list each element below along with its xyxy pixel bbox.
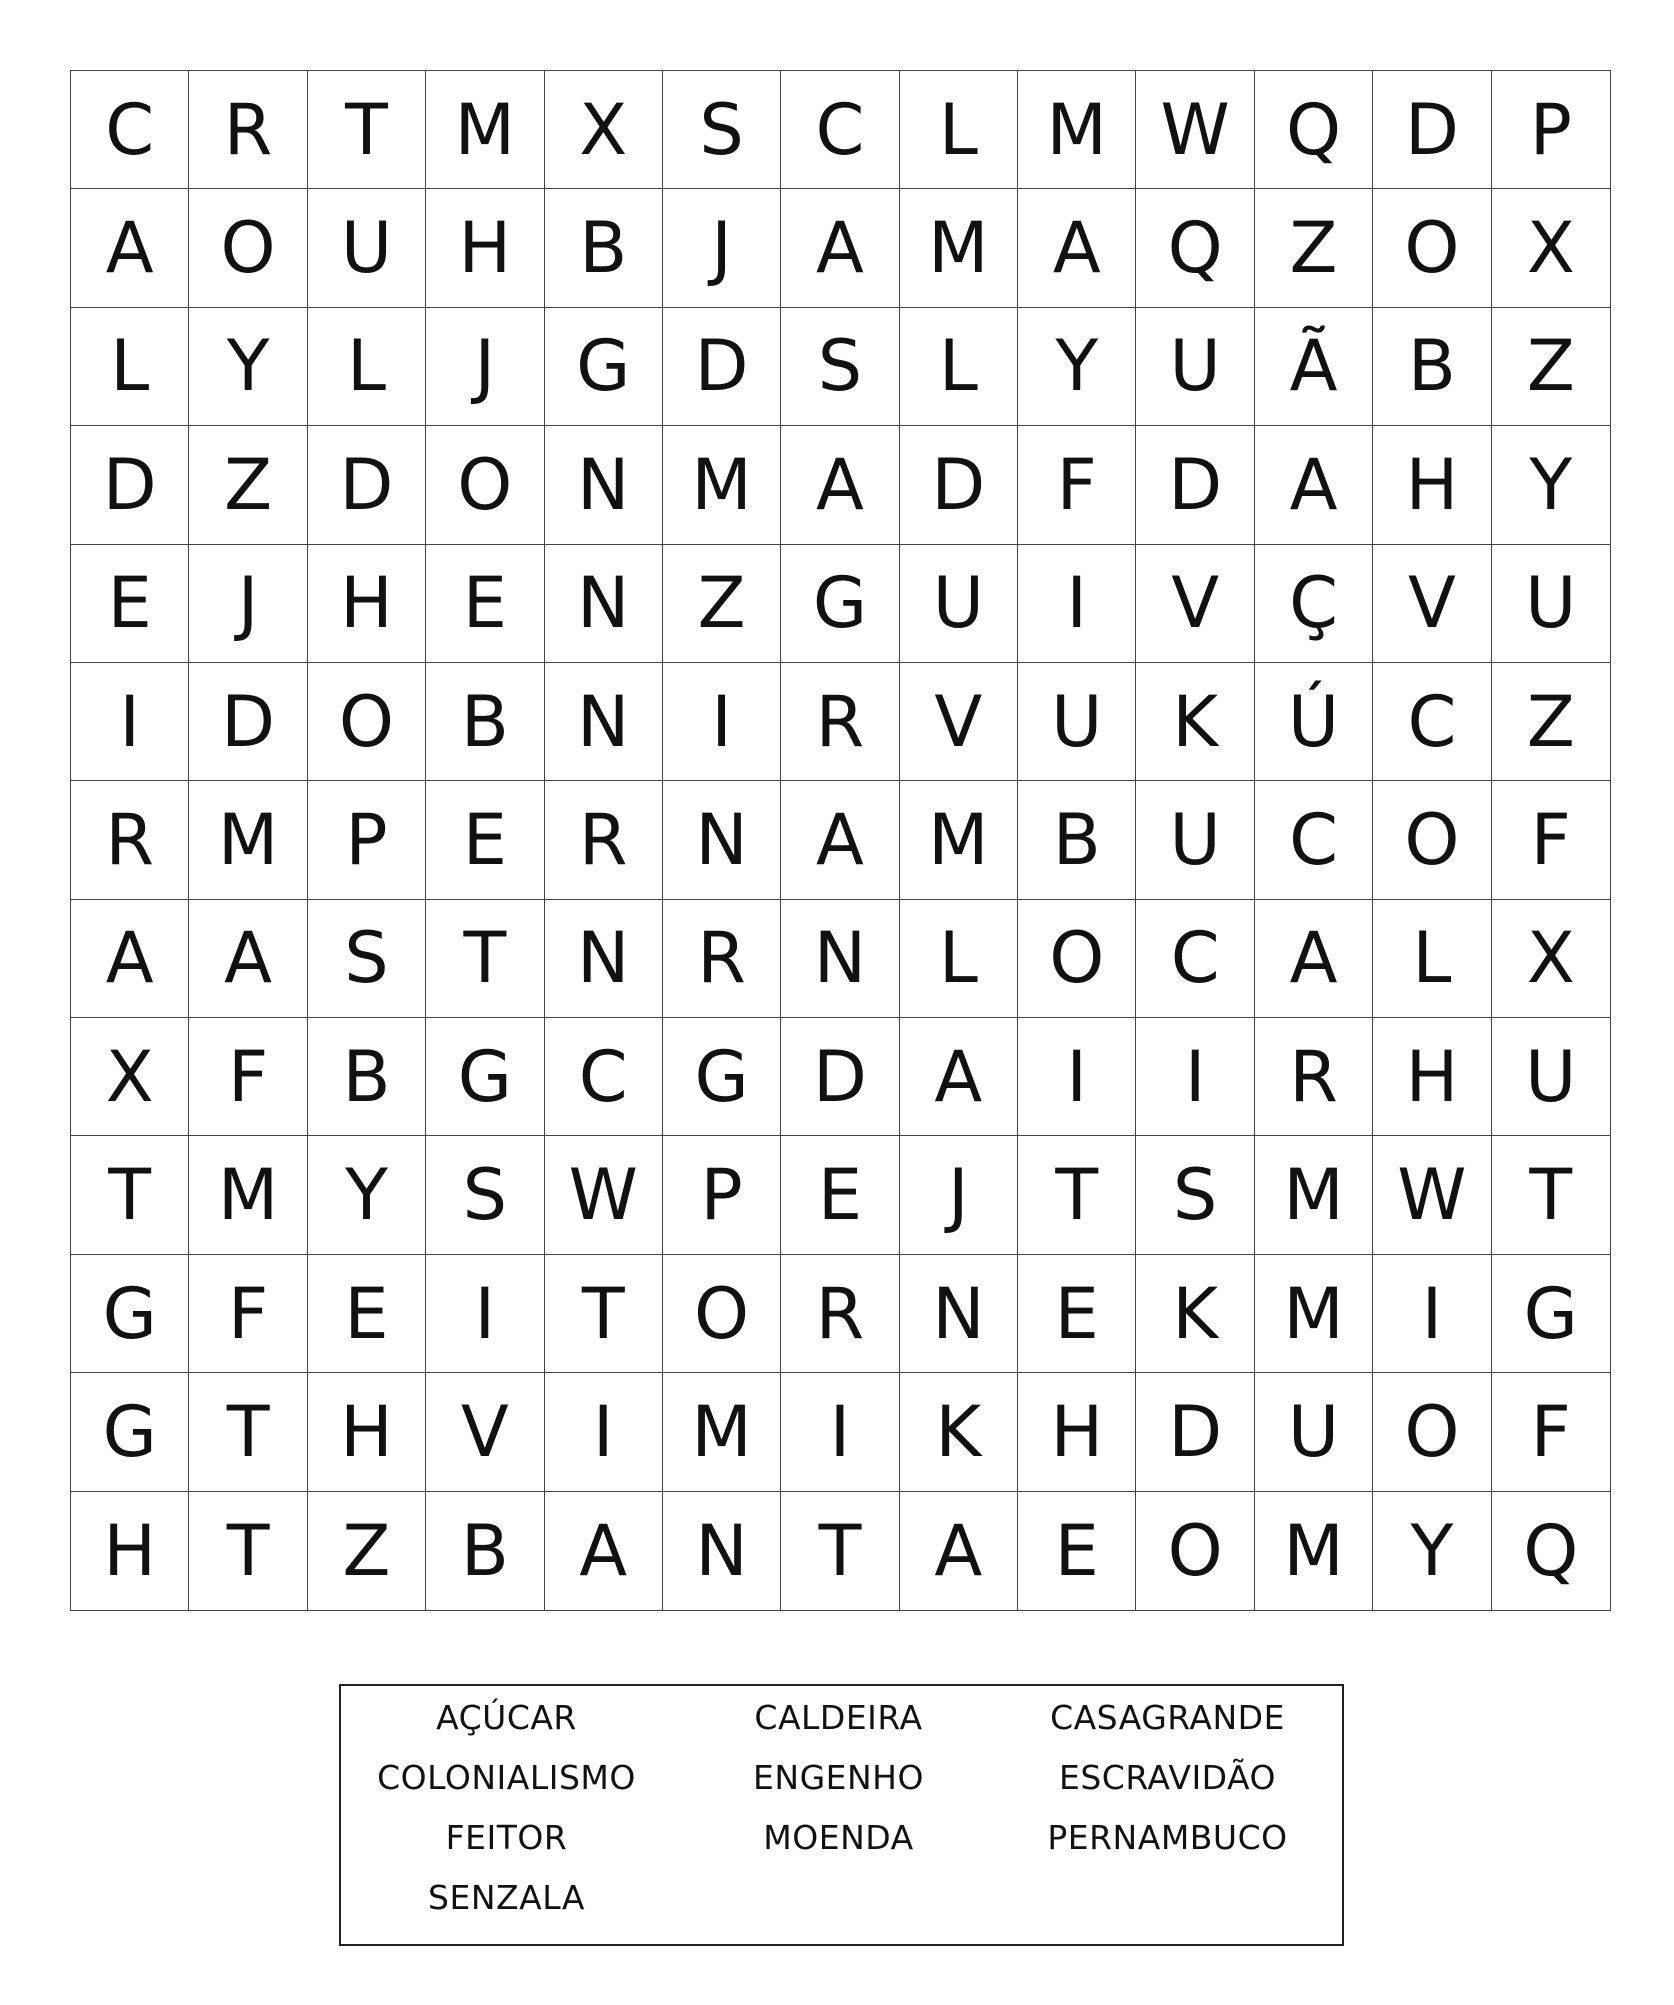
grid-cell-r8-c5[interactable]: N	[545, 900, 663, 1018]
grid-cell-r4-c13[interactable]: Y	[1492, 426, 1610, 544]
grid-cell-r11-c9[interactable]: E	[1018, 1255, 1136, 1373]
grid-cell-r4-c4[interactable]: O	[426, 426, 544, 544]
grid-cell-r2-c5[interactable]: B	[545, 189, 663, 307]
grid-cell-r10-c4[interactable]: S	[426, 1136, 544, 1254]
grid-cell-r12-c3[interactable]: H	[308, 1373, 426, 1491]
word-list-box	[339, 1684, 1344, 1946]
grid-cell-r12-c9[interactable]: H	[1018, 1373, 1136, 1491]
grid-cell-r4-c8[interactable]: D	[900, 426, 1018, 544]
grid-cell-r12-c4[interactable]: V	[426, 1373, 544, 1491]
grid-cell-r8-c11[interactable]: A	[1255, 900, 1373, 1018]
grid-cell-r10-c9[interactable]: T	[1018, 1136, 1136, 1254]
grid-cell-r5-c6[interactable]: Z	[663, 545, 781, 663]
grid-cell-r4-c2[interactable]: Z	[189, 426, 307, 544]
grid-cell-r13-c9[interactable]: E	[1018, 1492, 1136, 1610]
grid-cell-r13-c7[interactable]: T	[781, 1492, 899, 1610]
grid-cell-r12-c7[interactable]: I	[781, 1373, 899, 1491]
grid-cell-r4-c10[interactable]: D	[1136, 426, 1254, 544]
grid-cell-r9-c5[interactable]: C	[545, 1018, 663, 1136]
grid-cell-r6-c5[interactable]: N	[545, 663, 663, 781]
grid-cell-r6-c11[interactable]: Ú	[1255, 663, 1373, 781]
grid-cell-r12-c8[interactable]: K	[900, 1373, 1018, 1491]
grid-cell-r4-c1[interactable]: D	[71, 426, 189, 544]
word-list-item: PERNAMBUCO	[1047, 1818, 1288, 1857]
grid-cell-r4-c6[interactable]: M	[663, 426, 781, 544]
grid-cell-r9-c1[interactable]: X	[71, 1018, 189, 1136]
grid-cell-r9-c3[interactable]: B	[308, 1018, 426, 1136]
grid-cell-r10-c8[interactable]: J	[900, 1136, 1018, 1254]
grid-cell-r10-c6[interactable]: P	[663, 1136, 781, 1254]
grid-cell-r8-c2[interactable]: A	[189, 900, 307, 1018]
grid-cell-r12-c13[interactable]: F	[1492, 1373, 1610, 1491]
grid-cell-r13-c10[interactable]: O	[1136, 1492, 1254, 1610]
grid-cell-r10-c1[interactable]: T	[71, 1136, 189, 1254]
grid-cell-r12-c12[interactable]: O	[1373, 1373, 1491, 1491]
grid-cell-r13-c13[interactable]: Q	[1523, 1509, 1579, 1592]
word-list-item: CALDEIRA	[754, 1698, 923, 1737]
grid-cell-r6-c10[interactable]: K	[1136, 663, 1254, 781]
grid-cell-r10-c13[interactable]: T	[1492, 1136, 1610, 1254]
word-list-item: AÇÚCAR	[436, 1698, 577, 1737]
grid-cell-r12-c2[interactable]: T	[189, 1373, 307, 1491]
grid-cell-r1-c7[interactable]: C	[781, 71, 899, 189]
grid-cell-r11-c2[interactable]: F	[189, 1255, 307, 1373]
grid-cell-r6-c2[interactable]: D	[189, 663, 307, 781]
word-list-item: ENGENHO	[753, 1758, 924, 1797]
grid-cell-r1-c8[interactable]: L	[900, 71, 1018, 189]
grid-cell-r5-c13[interactable]: U	[1492, 545, 1610, 663]
word-list-item: COLONIALISMO	[377, 1758, 636, 1797]
grid-cell-r6-c3[interactable]: O	[308, 663, 426, 781]
grid-cell-r13-c11[interactable]: M	[1255, 1492, 1373, 1610]
grid-cell-r2-c10[interactable]: Q	[1136, 189, 1254, 307]
grid-cell-r8-c13[interactable]: X	[1492, 900, 1610, 1018]
grid-cell-r13-c8[interactable]: A	[900, 1492, 1018, 1610]
grid-cell-r13-c4[interactable]: B	[426, 1492, 544, 1610]
grid-cell-r1-c4[interactable]: M	[426, 71, 544, 189]
grid-cell-r11-c1[interactable]: G	[71, 1255, 189, 1373]
grid-cell-r5-c11[interactable]: Ç	[1255, 545, 1373, 663]
grid-cell-r3-c7[interactable]: S	[781, 308, 899, 426]
grid-cell-r7-c8[interactable]: M	[900, 781, 1018, 899]
grid-cell-r6-c7[interactable]: R	[781, 663, 899, 781]
grid-cell-r6-c6[interactable]: I	[663, 663, 781, 781]
grid-cell-r6-c9[interactable]: U	[1018, 663, 1136, 781]
grid-cell-r9-c9[interactable]: I	[1018, 1018, 1136, 1136]
grid-cell-r5-c4[interactable]: E	[426, 545, 544, 663]
grid-cell-r11-c12[interactable]: I	[1373, 1255, 1491, 1373]
grid-cell-r4-c5[interactable]: N	[545, 426, 663, 544]
grid-cell-r2-c8[interactable]: M	[900, 189, 1018, 307]
grid-cell-r1-c12[interactable]: D	[1373, 71, 1491, 189]
grid-cell-r8-c4[interactable]: T	[426, 900, 544, 1018]
grid-cell-r3-c11[interactable]: Ã	[1255, 308, 1373, 426]
grid-cell-r6-c8[interactable]: V	[900, 663, 1018, 781]
grid-cell-r9-c10[interactable]: I	[1136, 1018, 1254, 1136]
grid-cell-r10-c10[interactable]: S	[1136, 1136, 1254, 1254]
grid-cell-r1-c10[interactable]: W	[1136, 71, 1254, 189]
word-search-grid	[70, 70, 1611, 1611]
grid-cell-r5-c5[interactable]: N	[545, 545, 663, 663]
grid-cell-r8-c12[interactable]: L	[1373, 900, 1491, 1018]
grid-cell-r9-c12[interactable]: H	[1373, 1018, 1491, 1136]
grid-cell-r3-c4[interactable]: J	[426, 308, 544, 426]
grid-cell-r7-c12[interactable]: O	[1373, 781, 1491, 899]
grid-cell-r12-c1[interactable]: G	[71, 1373, 189, 1491]
word-list-item: MOENDA	[763, 1818, 914, 1857]
grid-cell-r1-c13[interactable]: P	[1492, 71, 1610, 189]
grid-cell-r5-c7[interactable]: G	[781, 545, 899, 663]
grid-cell-r4-c9[interactable]: F	[1018, 426, 1136, 544]
grid-cell-r12-c5[interactable]: I	[545, 1373, 663, 1491]
grid-cell-r10-c5[interactable]: W	[545, 1136, 663, 1254]
grid-cell-r7-c11[interactable]: C	[1255, 781, 1373, 899]
grid-cell-r5-c9[interactable]: I	[1018, 545, 1136, 663]
grid-cell-r2-c1[interactable]: A	[71, 189, 189, 307]
grid-cell-r7-c4[interactable]: E	[426, 781, 544, 899]
grid-cell-r3-c1[interactable]: L	[71, 308, 189, 426]
grid-cell-r9-c4[interactable]: G	[426, 1018, 544, 1136]
grid-cell-r11-c5[interactable]: T	[545, 1255, 663, 1373]
grid-cell-r5-c3[interactable]: H	[308, 545, 426, 663]
grid-cell-r3-c2[interactable]: Y	[189, 308, 307, 426]
grid-cell-r11-c4[interactable]: I	[426, 1255, 544, 1373]
grid-cell-r6-c4[interactable]: B	[426, 663, 544, 781]
grid-cell-r7-c5[interactable]: R	[545, 781, 663, 899]
word-list-item: FEITOR	[445, 1818, 568, 1857]
grid-cell-r8-c7[interactable]: N	[781, 900, 899, 1018]
grid-cell-r10-c2[interactable]: M	[189, 1136, 307, 1254]
grid-cell-r4-c11[interactable]: A	[1255, 426, 1373, 544]
grid-cell-r7-c10[interactable]: U	[1136, 781, 1254, 899]
grid-cell-r11-c11[interactable]: M	[1255, 1255, 1373, 1373]
grid-cell-r1-c6[interactable]: S	[663, 71, 781, 189]
grid-cell-r3-c12[interactable]: B	[1373, 308, 1491, 426]
word-list-item: SENZALA	[428, 1878, 585, 1917]
word-list-item: CASAGRANDE	[1050, 1698, 1285, 1737]
grid-cell-r6-c1[interactable]: I	[71, 663, 189, 781]
grid-cell-r6-c12[interactable]: C	[1373, 663, 1491, 781]
grid-cell-r7-c9[interactable]: B	[1018, 781, 1136, 899]
grid-cell-r1-c5[interactable]: X	[545, 71, 663, 189]
grid-cell-r3-c13[interactable]: Z	[1492, 308, 1610, 426]
grid-cell-r11-c3[interactable]: E	[308, 1255, 426, 1373]
grid-cell-r8-c8[interactable]: L	[900, 900, 1018, 1018]
grid-cell-r2-c2[interactable]: O	[189, 189, 307, 307]
grid-cell-r5-c8[interactable]: U	[900, 545, 1018, 663]
grid-cell-r10-c3[interactable]: Y	[308, 1136, 426, 1254]
grid-cell-r11-c8[interactable]: N	[900, 1255, 1018, 1373]
grid-cell-r2-c4[interactable]: H	[426, 189, 544, 307]
grid-cell-r2-c3[interactable]: U	[308, 189, 426, 307]
grid-cell-r11-c6[interactable]: O	[663, 1255, 781, 1373]
grid-cell-r3-c8[interactable]: L	[900, 308, 1018, 426]
grid-cell-r10-c11[interactable]: M	[1255, 1136, 1373, 1254]
grid-cell-r4-c12[interactable]: H	[1373, 426, 1491, 544]
grid-cell-r5-c12[interactable]: V	[1373, 545, 1491, 663]
grid-cell-r1-c2[interactable]: R	[189, 71, 307, 189]
grid-cell-r7-c2[interactable]: M	[189, 781, 307, 899]
grid-cell-r3-c5[interactable]: G	[545, 308, 663, 426]
grid-cell-r9-c13[interactable]: U	[1492, 1018, 1610, 1136]
grid-cell-r13-c6[interactable]: N	[663, 1492, 781, 1610]
grid-cell-r8-c3[interactable]: S	[308, 900, 426, 1018]
grid-cell-r2-c12[interactable]: O	[1373, 189, 1491, 307]
grid-cell-r11-c10[interactable]: K	[1136, 1255, 1254, 1373]
grid-cell-r5-c2[interactable]: J	[189, 545, 307, 663]
grid-cell-r2-c7[interactable]: A	[781, 189, 899, 307]
grid-cell-r9-c6[interactable]: G	[663, 1018, 781, 1136]
grid-cell-r7-c3[interactable]: P	[308, 781, 426, 899]
grid-cell-r13-c3[interactable]: Z	[308, 1492, 426, 1610]
grid-cell-r9-c7[interactable]: D	[781, 1018, 899, 1136]
grid-cell-r6-c13[interactable]: Z	[1492, 663, 1610, 781]
grid-cell-r5-c1[interactable]: E	[71, 545, 189, 663]
word-list-item: ESCRAVIDÃO	[1058, 1758, 1276, 1797]
grid-cell-r8-c10[interactable]: C	[1136, 900, 1254, 1018]
grid-cell-r7-c1[interactable]: R	[71, 781, 189, 899]
grid-cell-r3-c3[interactable]: L	[308, 308, 426, 426]
grid-cell-r13-c12[interactable]: Y	[1373, 1492, 1491, 1610]
grid-cell-r1-c1[interactable]: C	[71, 71, 189, 189]
grid-cell-r7-c13[interactable]: F	[1492, 781, 1610, 899]
grid-cell-r12-c10[interactable]: D	[1136, 1373, 1254, 1491]
grid-cell-r13-c5[interactable]: A	[545, 1492, 663, 1610]
grid-cell-r3-c6[interactable]: D	[663, 308, 781, 426]
grid-cell-r3-c9[interactable]: Y	[1018, 308, 1136, 426]
grid-cell-r9-c8[interactable]: A	[900, 1018, 1018, 1136]
grid-cell-r11-c7[interactable]: R	[781, 1255, 899, 1373]
grid-cell-r9-c2[interactable]: F	[189, 1018, 307, 1136]
grid-cell-r7-c6[interactable]: N	[663, 781, 781, 899]
grid-cell-r13-c2[interactable]: T	[189, 1492, 307, 1610]
grid-cell-r4-c3[interactable]: D	[308, 426, 426, 544]
grid-cell-r1-c3[interactable]: T	[308, 71, 426, 189]
grid-cell-r7-c7[interactable]: A	[781, 781, 899, 899]
grid-cell-r2-c13[interactable]: X	[1492, 189, 1610, 307]
grid-cell-r2-c9[interactable]: A	[1018, 189, 1136, 307]
grid-cell-r1-c11[interactable]: Q	[1255, 71, 1373, 189]
grid-cell-r4-c7[interactable]: A	[781, 426, 899, 544]
grid-cell-r2-c11[interactable]: Z	[1255, 189, 1373, 307]
grid-cell-r13-c1[interactable]: H	[71, 1492, 189, 1610]
grid-cell-r10-c7[interactable]: E	[781, 1136, 899, 1254]
grid-cell-r8-c9[interactable]: O	[1018, 900, 1136, 1018]
grid-cell-r12-c6[interactable]: M	[663, 1373, 781, 1491]
grid-cell-r2-c6[interactable]: J	[663, 189, 781, 307]
grid-cell-r11-c13[interactable]: G	[1492, 1255, 1610, 1373]
grid-cell-r8-c6[interactable]: R	[663, 900, 781, 1018]
grid-cell-r10-c12[interactable]: W	[1373, 1136, 1491, 1254]
grid-cell-r5-c10[interactable]: V	[1136, 545, 1254, 663]
grid-cell-r9-c11[interactable]: R	[1255, 1018, 1373, 1136]
grid-cell-r1-c9[interactable]: M	[1018, 71, 1136, 189]
grid-cell-r12-c11[interactable]: U	[1255, 1373, 1373, 1491]
grid-cell-r8-c1[interactable]: A	[71, 900, 189, 1018]
grid-cell-r3-c10[interactable]: U	[1136, 308, 1254, 426]
